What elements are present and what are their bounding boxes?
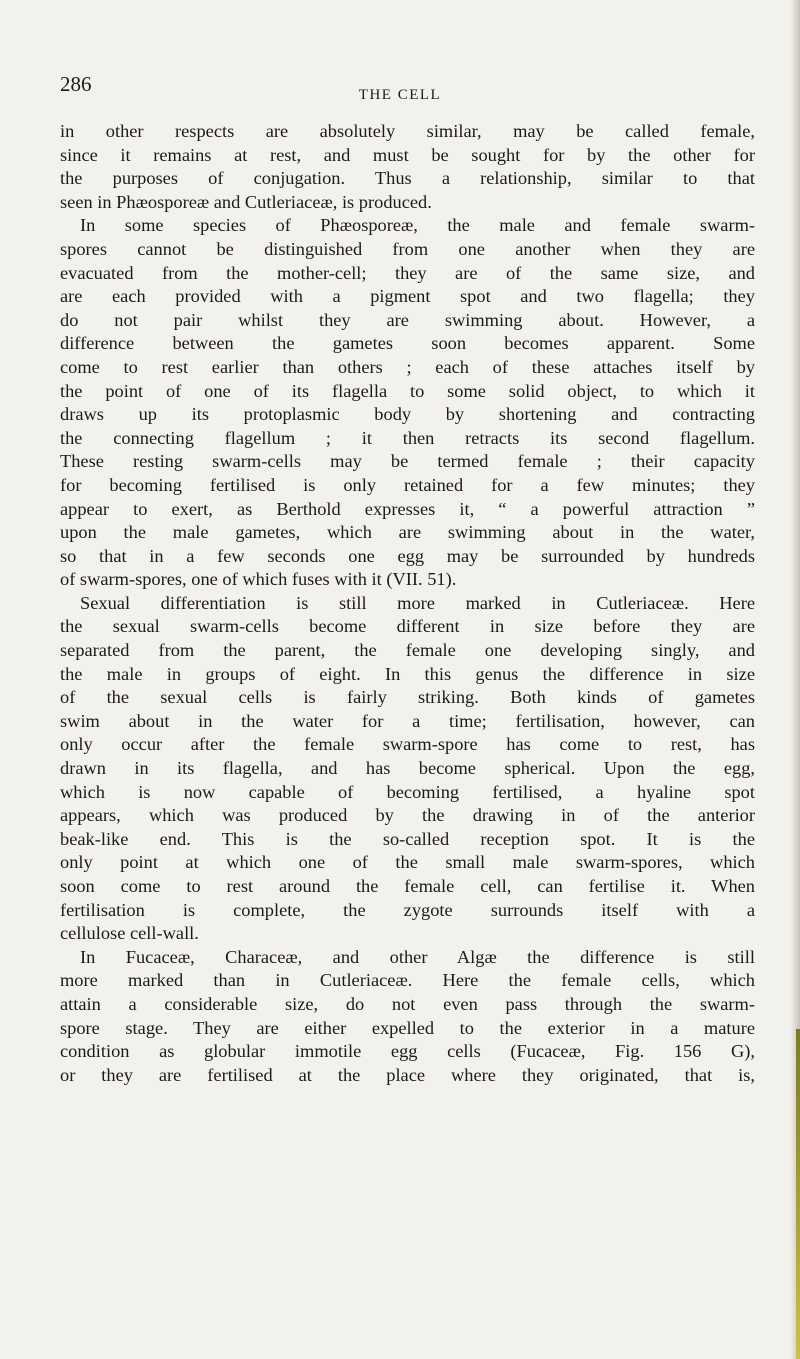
text-line: more marked than in Cutleriaceæ. Here the female cells, which — [60, 970, 755, 991]
text-line: do not pair whilst they are swimming about. However, a — [60, 309, 755, 330]
text-line: These resting swarm-cells may be termed female ; their capacity — [60, 451, 755, 472]
text-line: the sexual swarm-cells become different in size before they are — [60, 616, 755, 637]
text-line: which is now capable of becoming fertilised, a hyaline spot — [60, 781, 755, 802]
text-line: spores cannot be distinguished from one another when they are — [60, 238, 755, 259]
text-line: seen in Phæosporeæ and Cutleriaceæ, is produced. — [60, 191, 432, 212]
text-line: appear to exert, as Berthold expresses it, “ a powerful attraction ” — [60, 498, 755, 519]
text-line: difference between the gametes soon becomes apparent. Some — [60, 333, 755, 354]
text-line: soon come to rest around the female cell, can fertilise it. When — [60, 876, 755, 896]
text-line: In Fucaceæ, Characeæ, and other Algæ the difference is still — [80, 946, 755, 967]
text-line: attain a considerable size, do not even pass through the swarm- — [60, 993, 755, 1014]
text-line: in other respects are absolutely similar, may be called female, — [60, 121, 755, 141]
body-text — [60, 120, 755, 1087]
text-line: draws up its protoplasmic body by shortening and contracting — [60, 404, 755, 425]
text-line: In some species of Phæosporeæ, the male and female swarm- — [80, 215, 755, 236]
text-line: the male in groups of eight. In this genus the difference in size — [60, 663, 755, 684]
text-line: since it remains at rest, and must be sought for by the other for — [60, 144, 755, 165]
text-line: come to rest earlier than others ; each of these attaches itself by — [60, 356, 755, 377]
text-line: condition as globular immotile egg cells (Fucaceæ, Fig. 156 G), — [60, 1041, 755, 1062]
text-line: Sexual differentiation is still more marked in Cutleriaceæ. Here — [80, 592, 755, 613]
text-line: of the sexual cells is fairly striking. Both kinds of gametes — [60, 687, 755, 708]
text-line: only point at which one of the small male swarm-spores, which — [60, 852, 755, 873]
text-line: the point of one of its flagella to some solid object, to which it — [60, 380, 755, 401]
text-line: so that in a few seconds one egg may be surrounded by hundreds — [60, 545, 755, 566]
text-line: appears, which was produced by the drawing in of the anterior — [60, 805, 755, 826]
text-line: only occur after the female swarm-spore has come to rest, has — [60, 734, 755, 755]
text-line: swim about in the water for a time; fertilisation, however, can — [60, 710, 755, 731]
binding-edge-mark — [796, 1029, 800, 1359]
page-number: 286 — [60, 72, 92, 96]
text-line: or they are fertilised at the place where they originated, that is, — [60, 1064, 755, 1085]
text-line: cellulose cell-wall. — [60, 923, 199, 944]
text-line: separated from the parent, the female one developing singly, and — [60, 640, 755, 661]
text-line: beak-like end. This is the so-called reception spot. It is the — [60, 828, 755, 849]
text-line: upon the male gametes, which are swimming about in the water, — [60, 522, 755, 543]
text-line: evacuated from the mother-cell; they are of the same size, and — [60, 262, 755, 283]
text-line: the purposes of conjugation. Thus a relationship, similar to that — [60, 168, 755, 189]
text-line: fertilisation is complete, the zygote surrounds itself with a — [60, 899, 755, 920]
text-line: drawn in its flagella, and has become spherical. Upon the egg, — [60, 758, 755, 779]
text-line: for becoming fertilised is only retained for a few minutes; they — [60, 474, 755, 495]
text-line: are each provided with a pigment spot and two flagella; they — [60, 286, 755, 307]
running-head: THE CELL — [358, 87, 442, 103]
text-line: of swarm-spores, one of which fuses with it (VII. 51). — [60, 569, 457, 590]
text-line: the connecting flagellum ; it then retracts its second flagellum. — [60, 427, 755, 448]
text-line: spore stage. They are either expelled to the exterior in a mature — [60, 1017, 755, 1038]
